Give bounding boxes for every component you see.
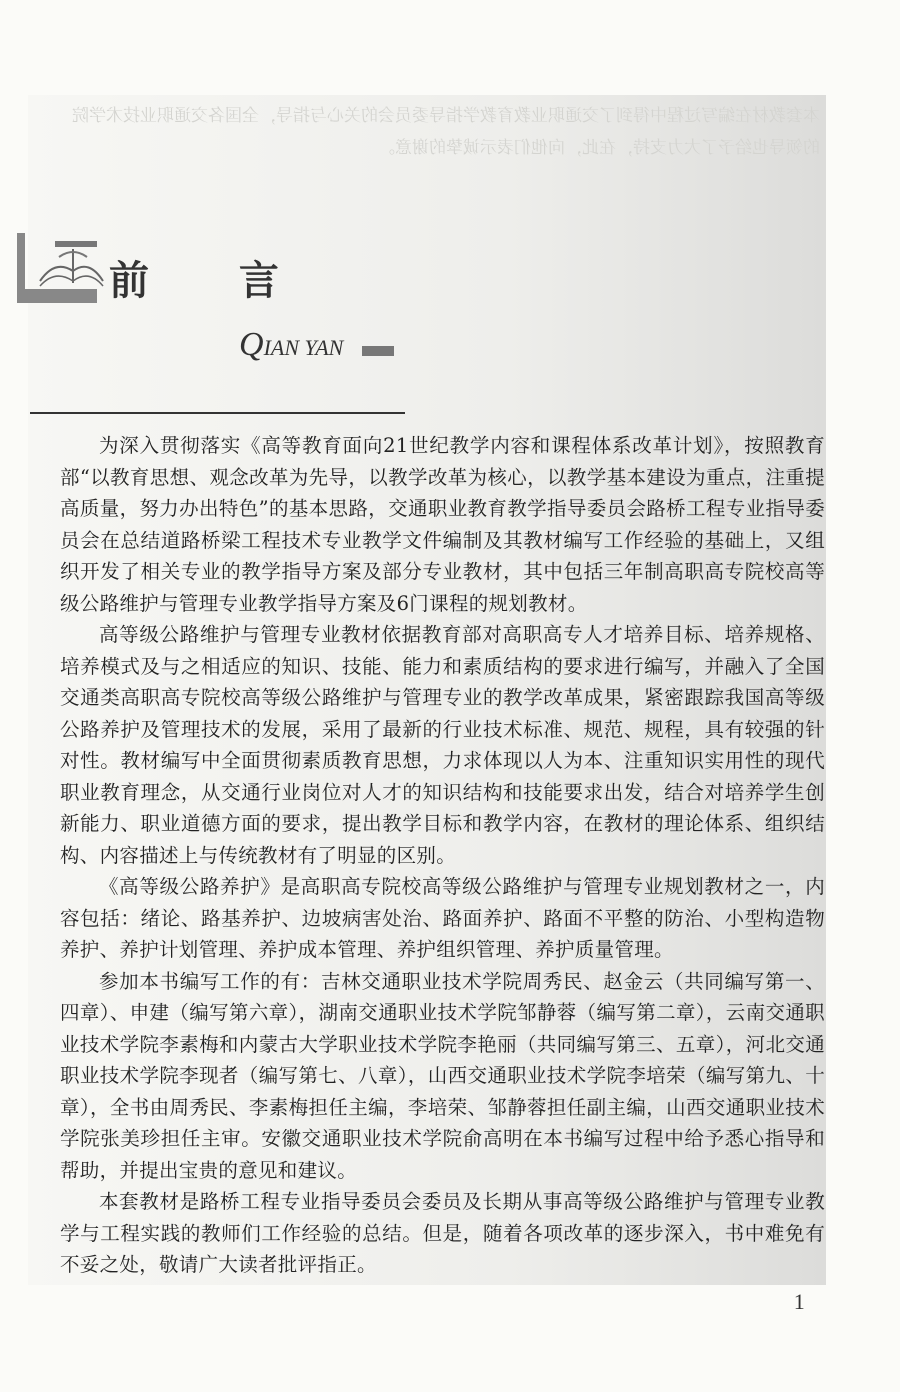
page-title: 前 言 bbox=[109, 257, 317, 304]
page-number: 1 bbox=[793, 1288, 805, 1314]
page-subtitle bbox=[239, 325, 343, 368]
chapter-header bbox=[17, 225, 417, 405]
subtitle-rest: IAN YAN bbox=[263, 335, 344, 360]
preface-body bbox=[60, 430, 825, 1317]
paragraph: 高等级公路维护与管理专业教材依据教育部对高职高专人才培养目标、培养规格、培养模式及与之相适应的知识、技能、能力和素质结构的要求进行编写，并融入了全国交通类高职高专院校高等级公路维护与管理专业的教学改革成果，紧密跟踪我国高等级公路养护及管理技术的发展，采用了最新的行业技术标准、规范、规程，具有较强的针对性。教材编写中全面贯彻素质教育思想，力求体现以人为本、注重知识实用性的现代职业教育理念，从交通行业岗位对人才的知识结构和技能要求出发，结合对培养学生创新能力、职业道德方面的要求，提出教学目标和教学内容，在教材的理论体系、组织结构、内容描述上与传统教材有了明显的区别。 bbox=[60, 623, 825, 867]
paragraph: 参加本书编写工作的有：吉林交通职业技术学院周秀民、赵金云（共同编写第一、四章）、申建（编写第六章），湖南交通职业技术学院邹静蓉（编写第二章），云南交通职业技术学院李素梅和内蒙古大学职业技术学院李艳丽（共同编写第三、五章），河北交通职业技术学院李现者（编写第七、八章），山西交通职业技术学院李培荣（编写第九、十章），全书由周秀民、李素梅担任主编，李培荣、邹静蓉担任副主编，山西交通职业技术学院张美珍担任主审。安徽交通职业技术学院俞高明在本书编写过程中给予悉心指导和帮助，并提出宝贵的意见和建议。 bbox=[60, 969, 825, 1182]
bleed-through-text: 本套教材在编写过程中得到了交通职业教育教学指导委员会的关心与指导，全国各交通职业技术学院的领导也给予了大力支持，在此，向他们表示诚挚的谢意。 bbox=[72, 106, 820, 158]
subtitle-initial: Q bbox=[239, 326, 264, 363]
header-rule bbox=[30, 412, 405, 414]
open-book-icon bbox=[35, 241, 105, 296]
subtitle-bar bbox=[362, 346, 394, 356]
paragraph: 本套教材是路桥工程专业指导委员会委员及长期从事高等级公路维护与管理专业教学与工程实践的教师们工作经验的总结。但是，随着各项改革的逐步深入，书中难免有不妥之处，敬请广大读者批评指正。 bbox=[60, 1190, 825, 1276]
paragraph: 《高等级公路养护》是高职高专院校高等级公路维护与管理专业规划教材之一，内容包括：绪论、路基养护、边坡病害处治、路面养护、路面不平整的防治、小型构造物养护、养护计划管理、养护成本管理、养护组织管理、养护质量管理。 bbox=[60, 875, 825, 961]
paragraph: 为深入贯彻落实《高等教育面向21世纪教学内容和课程体系改革计划》，按照教育部“以教育思想、观念改革为先导，以教学改革为核心，以教学基本建设为重点，注重提高质量，努力办出特色”的基本思路，交通职业教育教学指导委员会路桥工程专业指导委员会在总结道路桥梁工程技术专业教学文件编制及其教材编写工作经验的基础上，又组织开发了相关专业的教学指导方案及部分专业教材，其中包括三年制高职高专院校高等级公路维护与管理专业教学指导方案及6门课程的规划教材。 bbox=[60, 434, 825, 615]
